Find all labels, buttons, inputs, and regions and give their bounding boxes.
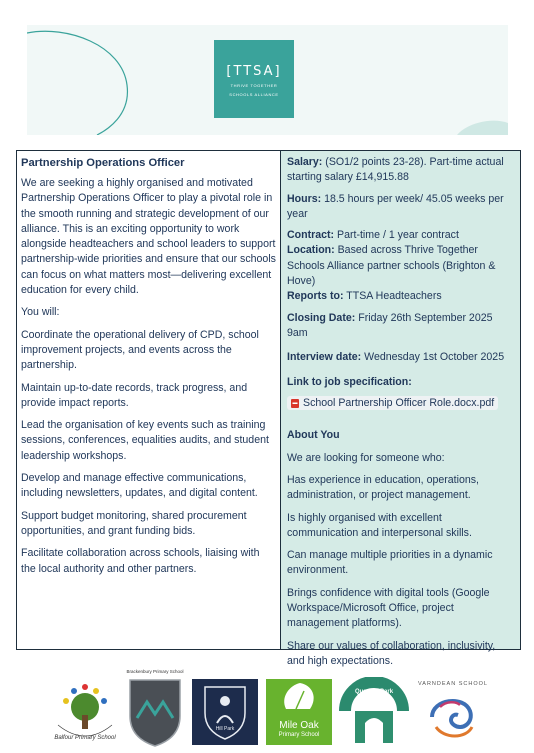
job-spec-link-row bbox=[287, 391, 514, 411]
intro-paragraph: We are seeking a highly organised and motivated Partnership Operations Officer to play a pivotal role in the smooth running and strategic development of our alliance. This is an exciting opportunity to work alongside headteachers and school leaders to support partnership-wide priorities and ensure that our schools can focus on what matters most—delivering excellent education for every child. bbox=[21, 177, 276, 297]
hill-park-name: Hill Park bbox=[215, 726, 235, 732]
salary-label: Salary: bbox=[287, 156, 323, 168]
hours-value: 18.5 hours per week/ 45.05 weeks per year bbox=[287, 192, 504, 220]
salary-detail bbox=[287, 155, 514, 186]
brackenbury-shield-icon bbox=[125, 678, 185, 748]
brackenbury-logo bbox=[125, 669, 185, 749]
duty-item: Maintain up-to-date records, track progress, and provide impact reports. bbox=[21, 381, 248, 409]
you-will-label: You will: bbox=[21, 306, 60, 319]
queens-park-name: Queen's Park School bbox=[354, 689, 394, 701]
about-you-item: Brings confidence with digital tools (Google Workspace/Microsoft Office, project management platforms). bbox=[287, 586, 490, 630]
job-title: Partnership Operations Officer bbox=[21, 157, 185, 169]
queens-park-logo bbox=[339, 677, 409, 747]
logo-main-text: [TTSA] bbox=[226, 64, 282, 79]
about-you-item: Is highly organised with excellent communication and interpersonal skills. bbox=[287, 511, 472, 539]
balfour-name: Balfour Primary School bbox=[54, 735, 116, 741]
hours-label: Hours: bbox=[287, 192, 322, 205]
contract-label: Contract: bbox=[287, 229, 335, 242]
varndean-logo bbox=[418, 681, 488, 747]
duty-item: Develop and manage effective communications, including newsletters, updates, and digital content. bbox=[21, 472, 258, 500]
interview-label: Interview date: bbox=[287, 351, 362, 364]
logo-sub-line1: THRIVE TOGETHER bbox=[230, 83, 278, 88]
about-you-item: Share our values of collaboration, inclusivity, and high expectations. bbox=[287, 639, 496, 667]
location-value: Based across Thrive Together Schools Alliance partner schools (Brighton & Hove) bbox=[287, 244, 496, 288]
reports-label: Reports to: bbox=[287, 290, 344, 303]
duty-item: Support budget monitoring, shared procurement opportunities, and grant funding bids. bbox=[21, 509, 247, 537]
hours-detail bbox=[287, 192, 514, 223]
oak-leaf-icon bbox=[266, 679, 332, 715]
duty-item: Coordinate the operational delivery of CPD, school improvement projects, and events across the partnership. bbox=[21, 328, 259, 372]
interview-value: Wednesday 1st October 2025 bbox=[361, 351, 505, 364]
location-label: Location: bbox=[287, 244, 335, 257]
salary-value: (SO1/2 points 23-28). Part-time actual starting salary £14,915.88 bbox=[287, 156, 504, 184]
balfour-logo bbox=[52, 681, 118, 747]
mile-oak-subtitle: Primary School bbox=[278, 732, 320, 738]
closing-value: Friday 26th September 2025 9am bbox=[287, 311, 493, 339]
mile-oak-name: Mile Oak bbox=[279, 720, 319, 731]
pdf-file-icon: ▬ bbox=[292, 399, 298, 406]
hill-park-crest-icon bbox=[192, 679, 258, 745]
closing-detail bbox=[287, 311, 514, 342]
job-spec-link-label: Link to job specification: bbox=[287, 375, 412, 388]
mile-oak-logo bbox=[266, 679, 332, 745]
role-description-column bbox=[17, 151, 281, 649]
about-you-item: Can manage multiple priorities in a dynamic environment. bbox=[287, 549, 493, 577]
queens-park-gate-icon bbox=[339, 677, 409, 747]
duty-item: Facilitate collaboration across schools, liaising with the local authority and other partners. bbox=[21, 547, 260, 575]
varndean-name: VARNDEAN SCHOOL bbox=[418, 681, 488, 687]
partner-school-logos bbox=[0, 665, 534, 751]
brackenbury-name: Brackenbury Primary School bbox=[126, 669, 184, 674]
about-you-heading: About You bbox=[287, 429, 340, 442]
contract-value: Part-time / 1 year contract bbox=[334, 229, 459, 242]
job-advert-box bbox=[16, 150, 521, 667]
about-you-item: Has experience in education, operations, administration, or project management. bbox=[287, 473, 479, 502]
job-spec-file-name: School Partnership Officer Role.docx.pdf bbox=[303, 397, 495, 410]
contract-detail bbox=[287, 228, 514, 243]
job-spec-file-chip[interactable] bbox=[287, 396, 498, 410]
ttsa-logo bbox=[214, 40, 294, 118]
varndean-swirl-icon bbox=[418, 687, 488, 743]
hill-park-logo bbox=[192, 679, 258, 745]
about-you-intro: We are looking for someone who: bbox=[287, 451, 445, 464]
duty-item: Lead the organisation of key events such as training sessions, conferences, equalities audits, and student leadership workshops. bbox=[21, 419, 269, 462]
location-detail bbox=[287, 243, 514, 289]
job-details-column bbox=[281, 151, 520, 667]
reports-value: TTSA Headteachers bbox=[343, 290, 442, 303]
interview-detail bbox=[287, 350, 514, 365]
logo-sub-line2: SCHOOLS ALLIANCE bbox=[229, 92, 279, 97]
reports-detail bbox=[287, 289, 514, 304]
closing-label: Closing Date: bbox=[287, 311, 356, 324]
